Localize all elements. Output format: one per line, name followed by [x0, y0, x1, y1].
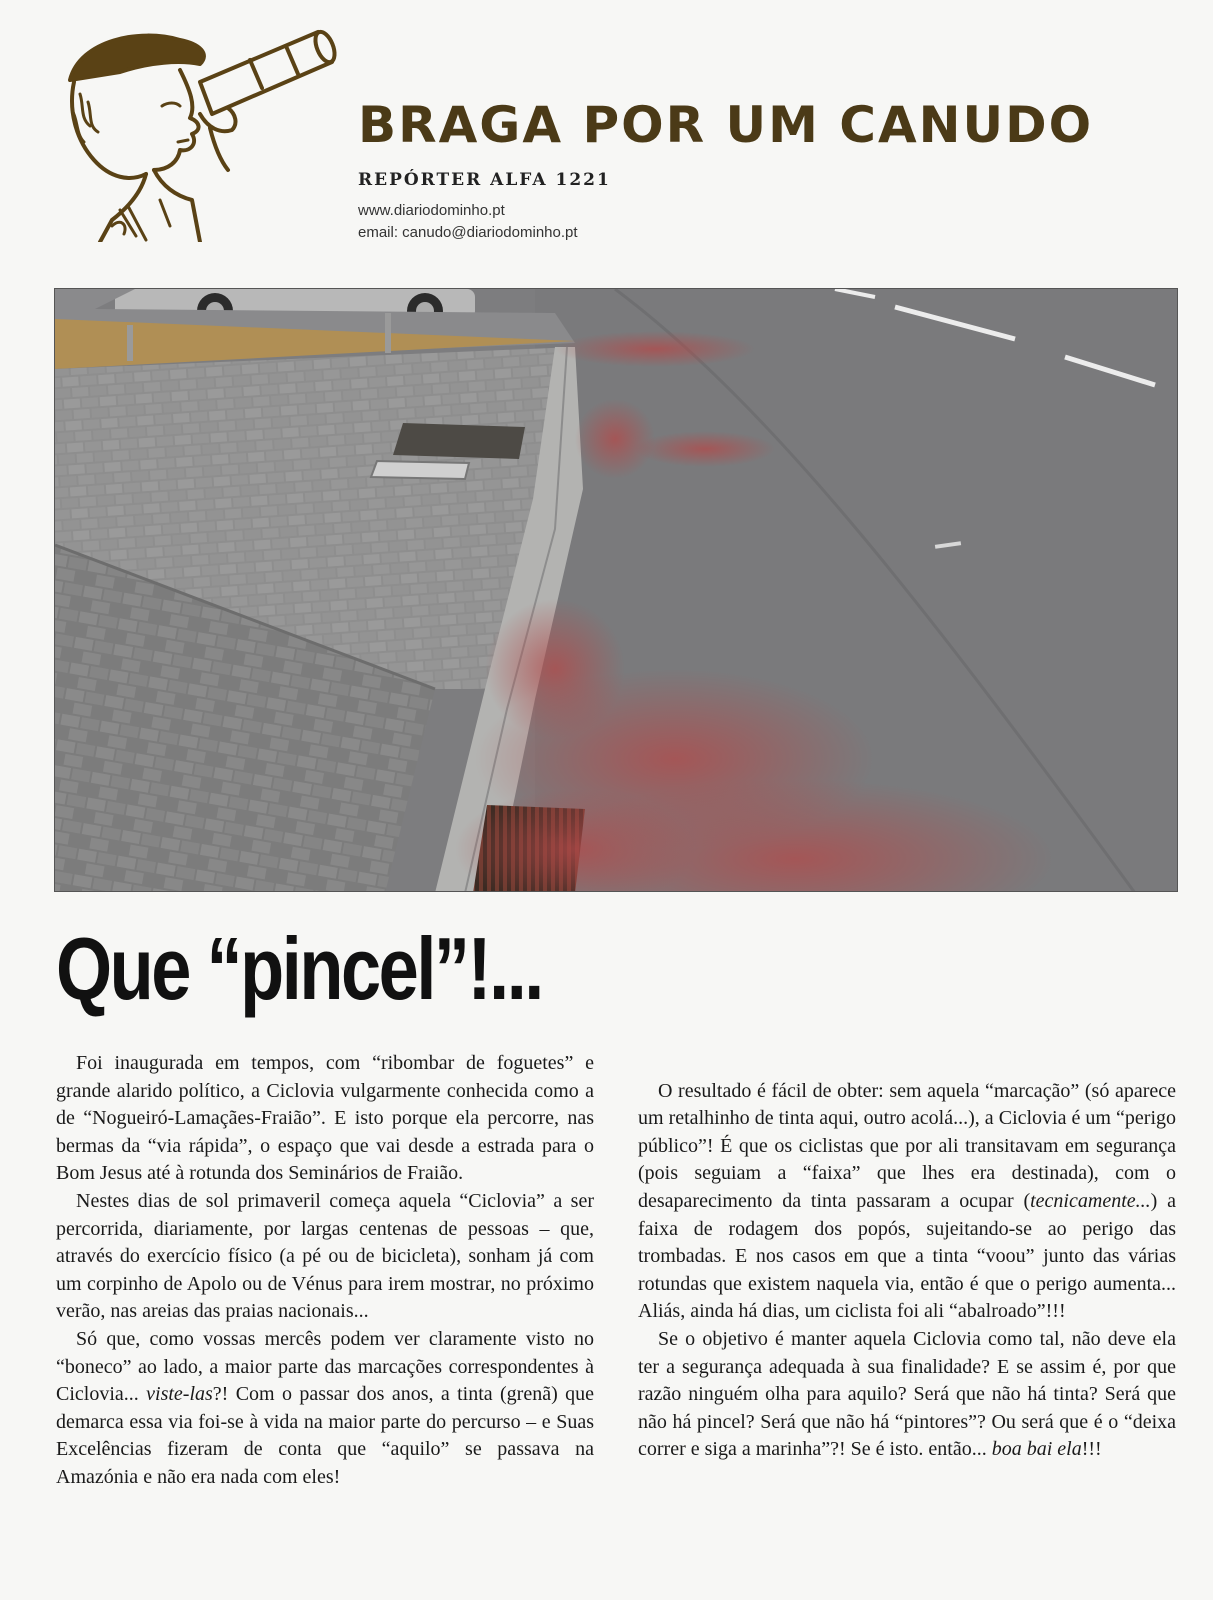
- masthead: [0, 0, 1213, 260]
- man-with-telescope-icon: [50, 10, 350, 242]
- headline: Que “pincel”!...: [56, 919, 542, 1018]
- paragraph-text: Se o objetivo é manter aquela Ciclovia como tal, não deve ela ter a segurança adequada à sua finalidade? E se assim é, por que razão ninguém olha para aquilo? Será que não há tinta? Será que não há pincel? Será que não há “pintores”? Ou será que é o “deixa correr e siga a marinha”?! Se é isto. então...: [638, 1327, 1176, 1461]
- column-title: BRAGA POR UM CANUDO: [358, 96, 1094, 154]
- emphasis: boa bai ela: [991, 1438, 1082, 1461]
- paragraph: Foi inaugurada em tempos, com “ribombar de foguetes” e grande alarido político, a Ciclovia vulgarmente conhecida como a de “Nogueiró-Lamaçães-Fraião”. E isto porque ela percorre, nas bermas da “via rápida”, o espaço que vai desde a estrada para o Bom Jesus até à rotunda dos Seminários de Fraião.: [56, 1052, 594, 1185]
- paragraph: [56, 1326, 594, 1492]
- paragraph-text: ?! Com o passar dos anos, a tinta (grenã) que demarca essa via foi-se à vida na maior parte do percurso – e Suas Excelências fizeram de conta que “aquilo” se passava na Amazónia e não era nada com eles!: [56, 1383, 594, 1488]
- article-column-right: [638, 1078, 1176, 1464]
- paragraph-text: ) a faixa de rodagem dos popós, sujeitando-se ao perigo das trombadas. E nos casos em que a tinta “voou” junto das várias rotundas que existem naquela via, então é que o perigo aumenta... Aliás, ainda há dias, um ciclista foi ali “abalroado”!!!: [638, 1189, 1176, 1323]
- article-photo: [54, 288, 1178, 892]
- paragraph-text: Só que, como vossas mercês podem ver claramente visto no “boneco” ao lado, a maior parte das marcações correspondentes à Ciclovia...: [56, 1327, 594, 1406]
- article-column-left: [56, 1050, 594, 1492]
- emphasis: viste-las: [146, 1383, 213, 1406]
- website-link[interactable]: www.diariodominho.pt: [358, 202, 505, 219]
- paragraph-text: !!!: [1081, 1438, 1102, 1461]
- paragraph: [638, 1326, 1176, 1464]
- emphasis: tecnicamente...: [1030, 1189, 1151, 1212]
- paragraph: Nestes dias de sol primaveril começa aquela “Ciclovia” a ser percorrida, diariamente, por largas centenas de pessoas – que, através do exercício físico (a pé ou de bicicleta), sonham já com um corpinho de Apolo ou de Vénus para irem mostrar, no próximo verão, nas areias das praias nacionais...: [56, 1189, 594, 1323]
- paragraph-text: O resultado é fácil de obter: sem aquela “marcação” (só aparece um retalhinho de tinta aqui, outro acolá...), a Ciclovia é um “perigo público”! É que os ciclistas que por ali transitavam em segurança (pois seguiam a “faixa” que lhes era destinada), com o desaparecimento da tinta passaram a ocupar (: [638, 1079, 1176, 1212]
- paragraph: [638, 1078, 1176, 1326]
- reporter-byline: REPÓRTER ALFA 1221: [358, 170, 611, 190]
- email-contact[interactable]: email: canudo@diariodominho.pt: [358, 224, 578, 241]
